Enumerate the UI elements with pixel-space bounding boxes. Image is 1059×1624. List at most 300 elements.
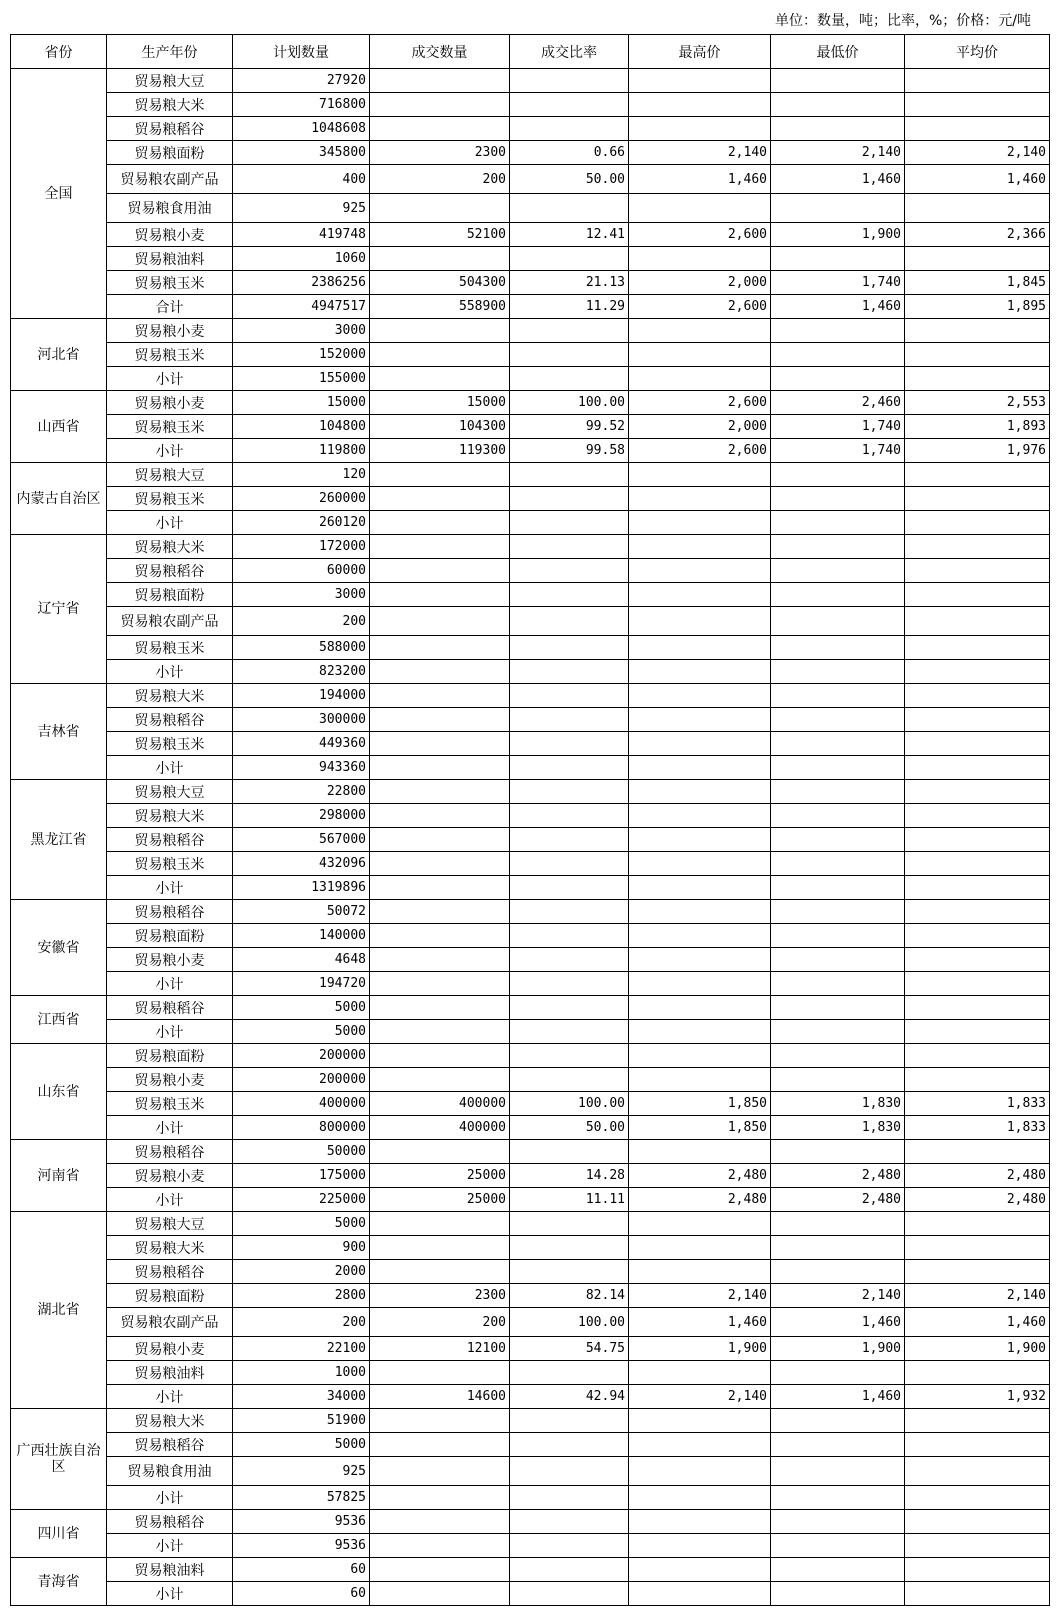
- avg-price-cell: [905, 194, 1050, 223]
- header-row: [11, 35, 1050, 69]
- avg-price-cell: 1,932: [905, 1385, 1050, 1409]
- item-cell: 贸易粮稻谷: [107, 1433, 233, 1457]
- min-price-cell: [771, 1457, 905, 1486]
- min-price-cell: [771, 194, 905, 223]
- min-price-cell: [771, 1140, 905, 1164]
- deal-rate-cell: 42.94: [510, 1385, 629, 1409]
- avg-price-cell: 1,460: [905, 165, 1050, 194]
- max-price-cell: 2,600: [629, 391, 771, 415]
- avg-price-cell: 2,480: [905, 1164, 1050, 1188]
- deal-qty-cell: [370, 117, 510, 141]
- unit-note: 单位：数量，吨；比率，%；价格：元/吨: [774, 13, 1031, 29]
- item-cell: 贸易粮大米: [107, 535, 233, 559]
- min-price-cell: 2,460: [771, 391, 905, 415]
- table-row: [11, 367, 1050, 391]
- max-price-cell: [629, 1020, 771, 1044]
- planned-qty-cell: 200000: [233, 1068, 370, 1092]
- item-cell: 贸易粮小麦: [107, 319, 233, 343]
- item-cell: 贸易粮稻谷: [107, 1140, 233, 1164]
- deal-rate-cell: 54.75: [510, 1337, 629, 1361]
- table-row: [11, 1361, 1050, 1385]
- table-row: [11, 804, 1050, 828]
- item-cell: 贸易粮玉米: [107, 1092, 233, 1116]
- max-price-cell: [629, 780, 771, 804]
- table-row: [11, 1260, 1050, 1284]
- table-row: [11, 828, 1050, 852]
- table-row: [11, 1092, 1050, 1116]
- min-price-cell: 1,460: [771, 295, 905, 319]
- table-row: [11, 117, 1050, 141]
- max-price-cell: [629, 117, 771, 141]
- min-price-cell: [771, 876, 905, 900]
- header-planned-qty: 计划数量: [233, 35, 370, 69]
- deal-rate-cell: 82.14: [510, 1284, 629, 1308]
- item-cell: 贸易粮面粉: [107, 1284, 233, 1308]
- planned-qty-cell: 51900: [233, 1409, 370, 1433]
- avg-price-cell: 2,366: [905, 223, 1050, 247]
- table-row: [11, 1140, 1050, 1164]
- item-cell: 小计: [107, 511, 233, 535]
- deal-qty-cell: 200: [370, 1308, 510, 1337]
- table-row: [11, 295, 1050, 319]
- table-row: [11, 69, 1050, 93]
- deal-qty-cell: [370, 780, 510, 804]
- deal-rate-cell: [510, 756, 629, 780]
- table-row: [11, 924, 1050, 948]
- min-price-cell: [771, 319, 905, 343]
- max-price-cell: 2,140: [629, 141, 771, 165]
- deal-qty-cell: [370, 247, 510, 271]
- min-price-cell: [771, 1260, 905, 1284]
- table-row: [11, 1308, 1050, 1337]
- max-price-cell: [629, 1236, 771, 1260]
- max-price-cell: [629, 1582, 771, 1606]
- min-price-cell: [771, 924, 905, 948]
- max-price-cell: 1,850: [629, 1116, 771, 1140]
- avg-price-cell: 2,140: [905, 1284, 1050, 1308]
- max-price-cell: [629, 69, 771, 93]
- planned-qty-cell: 50072: [233, 900, 370, 924]
- min-price-cell: [771, 583, 905, 607]
- item-cell: 贸易粮食用油: [107, 1457, 233, 1486]
- deal-rate-cell: [510, 1020, 629, 1044]
- item-cell: 贸易粮油料: [107, 1558, 233, 1582]
- table-row: [11, 1164, 1050, 1188]
- province-cell: 四川省: [11, 1510, 107, 1558]
- max-price-cell: [629, 319, 771, 343]
- table-row: [11, 391, 1050, 415]
- item-cell: 贸易粮面粉: [107, 141, 233, 165]
- item-cell: 贸易粮油料: [107, 247, 233, 271]
- planned-qty-cell: 152000: [233, 343, 370, 367]
- deal-qty-cell: [370, 1068, 510, 1092]
- max-price-cell: [629, 804, 771, 828]
- deal-rate-cell: [510, 607, 629, 636]
- max-price-cell: [629, 684, 771, 708]
- avg-price-cell: [905, 1236, 1050, 1260]
- deal-rate-cell: 11.29: [510, 295, 629, 319]
- deal-qty-cell: [370, 1534, 510, 1558]
- item-cell: 贸易粮稻谷: [107, 1260, 233, 1284]
- max-price-cell: [629, 660, 771, 684]
- planned-qty-cell: 60: [233, 1558, 370, 1582]
- planned-qty-cell: 260120: [233, 511, 370, 535]
- planned-qty-cell: 104800: [233, 415, 370, 439]
- item-cell: 小计: [107, 1534, 233, 1558]
- province-cell: 辽宁省: [11, 535, 107, 684]
- item-cell: 贸易粮小麦: [107, 948, 233, 972]
- max-price-cell: [629, 948, 771, 972]
- deal-rate-cell: [510, 117, 629, 141]
- max-price-cell: 2,000: [629, 415, 771, 439]
- planned-qty-cell: 3000: [233, 319, 370, 343]
- deal-qty-cell: 504300: [370, 271, 510, 295]
- deal-qty-cell: [370, 852, 510, 876]
- deal-qty-cell: [370, 1510, 510, 1534]
- item-cell: 小计: [107, 660, 233, 684]
- avg-price-cell: 1,833: [905, 1116, 1050, 1140]
- planned-qty-cell: 5000: [233, 996, 370, 1020]
- max-price-cell: [629, 1409, 771, 1433]
- avg-price-cell: 2,480: [905, 1188, 1050, 1212]
- min-price-cell: [771, 852, 905, 876]
- table-row: [11, 511, 1050, 535]
- avg-price-cell: [905, 948, 1050, 972]
- deal-rate-cell: 100.00: [510, 1092, 629, 1116]
- province-cell: 黑龙江省: [11, 780, 107, 900]
- planned-qty-cell: 155000: [233, 367, 370, 391]
- item-cell: 小计: [107, 1385, 233, 1409]
- table-row: [11, 463, 1050, 487]
- avg-price-cell: [905, 924, 1050, 948]
- min-price-cell: [771, 117, 905, 141]
- max-price-cell: 2,600: [629, 295, 771, 319]
- item-cell: 合计: [107, 295, 233, 319]
- avg-price-cell: [905, 1433, 1050, 1457]
- avg-price-cell: [905, 708, 1050, 732]
- avg-price-cell: [905, 876, 1050, 900]
- planned-qty-cell: 3000: [233, 583, 370, 607]
- province-cell: 河北省: [11, 319, 107, 391]
- max-price-cell: [629, 535, 771, 559]
- max-price-cell: 2,480: [629, 1188, 771, 1212]
- deal-qty-cell: 12100: [370, 1337, 510, 1361]
- deal-rate-cell: [510, 367, 629, 391]
- table-row: [11, 247, 1050, 271]
- header-max-price: 最高价: [629, 35, 771, 69]
- deal-qty-cell: [370, 804, 510, 828]
- item-cell: 贸易粮大米: [107, 1236, 233, 1260]
- deal-rate-cell: [510, 583, 629, 607]
- max-price-cell: [629, 1433, 771, 1457]
- planned-qty-cell: 943360: [233, 756, 370, 780]
- deal-qty-cell: [370, 487, 510, 511]
- table-row: [11, 1457, 1050, 1486]
- province-cell: 湖北省: [11, 1212, 107, 1409]
- deal-qty-cell: [370, 876, 510, 900]
- table-row: [11, 852, 1050, 876]
- min-price-cell: [771, 247, 905, 271]
- min-price-cell: [771, 1020, 905, 1044]
- avg-price-cell: [905, 1361, 1050, 1385]
- planned-qty-cell: 5000: [233, 1433, 370, 1457]
- deal-rate-cell: [510, 1558, 629, 1582]
- planned-qty-cell: 225000: [233, 1188, 370, 1212]
- deal-qty-cell: [370, 1044, 510, 1068]
- avg-price-cell: [905, 343, 1050, 367]
- avg-price-cell: [905, 852, 1050, 876]
- deal-qty-cell: [370, 1558, 510, 1582]
- deal-qty-cell: [370, 732, 510, 756]
- min-price-cell: 2,480: [771, 1188, 905, 1212]
- min-price-cell: [771, 1486, 905, 1510]
- avg-price-cell: [905, 69, 1050, 93]
- min-price-cell: [771, 804, 905, 828]
- deal-rate-cell: [510, 948, 629, 972]
- table-row: [11, 1409, 1050, 1433]
- planned-qty-cell: 567000: [233, 828, 370, 852]
- planned-qty-cell: 925: [233, 1457, 370, 1486]
- item-cell: 贸易粮面粉: [107, 924, 233, 948]
- table-body: [11, 69, 1050, 1606]
- planned-qty-cell: 900: [233, 1236, 370, 1260]
- min-price-cell: [771, 1212, 905, 1236]
- header-deal-rate: 成交比率: [510, 35, 629, 69]
- min-price-cell: [771, 1534, 905, 1558]
- avg-price-cell: [905, 996, 1050, 1020]
- deal-qty-cell: [370, 1212, 510, 1236]
- item-cell: 贸易粮稻谷: [107, 900, 233, 924]
- table-row: [11, 732, 1050, 756]
- deal-rate-cell: [510, 1457, 629, 1486]
- max-price-cell: [629, 924, 771, 948]
- deal-qty-cell: 2300: [370, 1284, 510, 1308]
- max-price-cell: 1,460: [629, 165, 771, 194]
- item-cell: 贸易粮油料: [107, 1361, 233, 1385]
- planned-qty-cell: 15000: [233, 391, 370, 415]
- planned-qty-cell: 27920: [233, 69, 370, 93]
- deal-qty-cell: 2300: [370, 141, 510, 165]
- item-cell: 贸易粮稻谷: [107, 1510, 233, 1534]
- item-cell: 贸易粮玉米: [107, 636, 233, 660]
- planned-qty-cell: 50000: [233, 1140, 370, 1164]
- avg-price-cell: 1,833: [905, 1092, 1050, 1116]
- planned-qty-cell: 2386256: [233, 271, 370, 295]
- item-cell: 贸易粮稻谷: [107, 559, 233, 583]
- deal-rate-cell: 14.28: [510, 1164, 629, 1188]
- max-price-cell: [629, 1068, 771, 1092]
- min-price-cell: [771, 1236, 905, 1260]
- planned-qty-cell: 300000: [233, 708, 370, 732]
- max-price-cell: [629, 511, 771, 535]
- item-cell: 贸易粮玉米: [107, 732, 233, 756]
- deal-rate-cell: [510, 660, 629, 684]
- deal-rate-cell: [510, 1409, 629, 1433]
- max-price-cell: [629, 1510, 771, 1534]
- max-price-cell: [629, 1361, 771, 1385]
- avg-price-cell: [905, 1558, 1050, 1582]
- planned-qty-cell: 4648: [233, 948, 370, 972]
- max-price-cell: [629, 1534, 771, 1558]
- table-row: [11, 535, 1050, 559]
- deal-rate-cell: [510, 828, 629, 852]
- planned-qty-cell: 22800: [233, 780, 370, 804]
- table-row: [11, 223, 1050, 247]
- table-row: [11, 1582, 1050, 1606]
- avg-price-cell: [905, 93, 1050, 117]
- table-row: [11, 165, 1050, 194]
- item-cell: 贸易粮玉米: [107, 271, 233, 295]
- min-price-cell: [771, 828, 905, 852]
- item-cell: 小计: [107, 1116, 233, 1140]
- min-price-cell: [771, 1558, 905, 1582]
- deal-qty-cell: 400000: [370, 1116, 510, 1140]
- avg-price-cell: [905, 1457, 1050, 1486]
- item-cell: 小计: [107, 439, 233, 463]
- deal-qty-cell: 25000: [370, 1164, 510, 1188]
- planned-qty-cell: 260000: [233, 487, 370, 511]
- deal-qty-cell: [370, 343, 510, 367]
- min-price-cell: [771, 367, 905, 391]
- avg-price-cell: [905, 319, 1050, 343]
- province-cell: 安徽省: [11, 900, 107, 996]
- avg-price-cell: [905, 535, 1050, 559]
- min-price-cell: [771, 708, 905, 732]
- max-price-cell: 2,600: [629, 439, 771, 463]
- min-price-cell: [771, 636, 905, 660]
- table-row: [11, 1020, 1050, 1044]
- min-price-cell: 1,460: [771, 1308, 905, 1337]
- deal-rate-cell: [510, 1236, 629, 1260]
- max-price-cell: [629, 732, 771, 756]
- deal-rate-cell: [510, 487, 629, 511]
- table-row: [11, 1534, 1050, 1558]
- table-row: [11, 900, 1050, 924]
- deal-qty-cell: [370, 1409, 510, 1433]
- planned-qty-cell: 298000: [233, 804, 370, 828]
- deal-qty-cell: [370, 607, 510, 636]
- province-cell: 山东省: [11, 1044, 107, 1140]
- table-row: [11, 1385, 1050, 1409]
- header-province: 省份: [11, 35, 107, 69]
- max-price-cell: [629, 1486, 771, 1510]
- planned-qty-cell: 175000: [233, 1164, 370, 1188]
- max-price-cell: [629, 1260, 771, 1284]
- province-cell: 河南省: [11, 1140, 107, 1212]
- planned-qty-cell: 200: [233, 1308, 370, 1337]
- table-row: [11, 607, 1050, 636]
- deal-qty-cell: [370, 900, 510, 924]
- deal-rate-cell: [510, 319, 629, 343]
- max-price-cell: [629, 559, 771, 583]
- table-row: [11, 487, 1050, 511]
- deal-rate-cell: [510, 708, 629, 732]
- avg-price-cell: [905, 1510, 1050, 1534]
- planned-qty-cell: 800000: [233, 1116, 370, 1140]
- min-price-cell: 1,740: [771, 415, 905, 439]
- item-cell: 贸易粮大米: [107, 93, 233, 117]
- min-price-cell: 1,830: [771, 1092, 905, 1116]
- max-price-cell: [629, 1457, 771, 1486]
- deal-qty-cell: [370, 69, 510, 93]
- min-price-cell: [771, 1361, 905, 1385]
- item-cell: 贸易粮稻谷: [107, 996, 233, 1020]
- avg-price-cell: [905, 900, 1050, 924]
- max-price-cell: [629, 708, 771, 732]
- max-price-cell: [629, 1140, 771, 1164]
- max-price-cell: [629, 607, 771, 636]
- deal-rate-cell: [510, 924, 629, 948]
- max-price-cell: 2,000: [629, 271, 771, 295]
- item-cell: 贸易粮小麦: [107, 1337, 233, 1361]
- avg-price-cell: [905, 1409, 1050, 1433]
- min-price-cell: [771, 511, 905, 535]
- max-price-cell: 2,480: [629, 1164, 771, 1188]
- min-price-cell: [771, 732, 905, 756]
- min-price-cell: [771, 1510, 905, 1534]
- planned-qty-cell: 823200: [233, 660, 370, 684]
- max-price-cell: [629, 343, 771, 367]
- avg-price-cell: [905, 972, 1050, 996]
- avg-price-cell: 1,895: [905, 295, 1050, 319]
- planned-qty-cell: 9536: [233, 1510, 370, 1534]
- min-price-cell: [771, 69, 905, 93]
- deal-rate-cell: 99.58: [510, 439, 629, 463]
- max-price-cell: 2,140: [629, 1385, 771, 1409]
- item-cell: 贸易粮大米: [107, 804, 233, 828]
- deal-qty-cell: [370, 559, 510, 583]
- deal-rate-cell: [510, 996, 629, 1020]
- planned-qty-cell: 2800: [233, 1284, 370, 1308]
- deal-qty-cell: [370, 535, 510, 559]
- deal-rate-cell: 50.00: [510, 1116, 629, 1140]
- planned-qty-cell: 34000: [233, 1385, 370, 1409]
- planned-qty-cell: 1319896: [233, 876, 370, 900]
- table-row: [11, 194, 1050, 223]
- item-cell: 贸易粮面粉: [107, 583, 233, 607]
- item-cell: 贸易粮面粉: [107, 1044, 233, 1068]
- province-cell: 内蒙古自治区: [11, 463, 107, 535]
- avg-price-cell: [905, 1212, 1050, 1236]
- deal-rate-cell: [510, 194, 629, 223]
- deal-rate-cell: [510, 972, 629, 996]
- deal-qty-cell: 14600: [370, 1385, 510, 1409]
- planned-qty-cell: 1048608: [233, 117, 370, 141]
- min-price-cell: 1,460: [771, 165, 905, 194]
- avg-price-cell: [905, 607, 1050, 636]
- min-price-cell: [771, 559, 905, 583]
- deal-rate-cell: [510, 684, 629, 708]
- deal-rate-cell: [510, 1140, 629, 1164]
- table-row: [11, 1188, 1050, 1212]
- item-cell: 贸易粮农副产品: [107, 165, 233, 194]
- item-cell: 贸易粮玉米: [107, 487, 233, 511]
- planned-qty-cell: 449360: [233, 732, 370, 756]
- avg-price-cell: [905, 117, 1050, 141]
- min-price-cell: [771, 1433, 905, 1457]
- deal-rate-cell: 12.41: [510, 223, 629, 247]
- header-avg-price: 平均价: [905, 35, 1050, 69]
- deal-rate-cell: [510, 1068, 629, 1092]
- deal-qty-cell: [370, 367, 510, 391]
- table-row: [11, 559, 1050, 583]
- min-price-cell: [771, 660, 905, 684]
- planned-qty-cell: 400: [233, 165, 370, 194]
- planned-qty-cell: 60: [233, 1582, 370, 1606]
- max-price-cell: [629, 852, 771, 876]
- max-price-cell: [629, 247, 771, 271]
- max-price-cell: [629, 367, 771, 391]
